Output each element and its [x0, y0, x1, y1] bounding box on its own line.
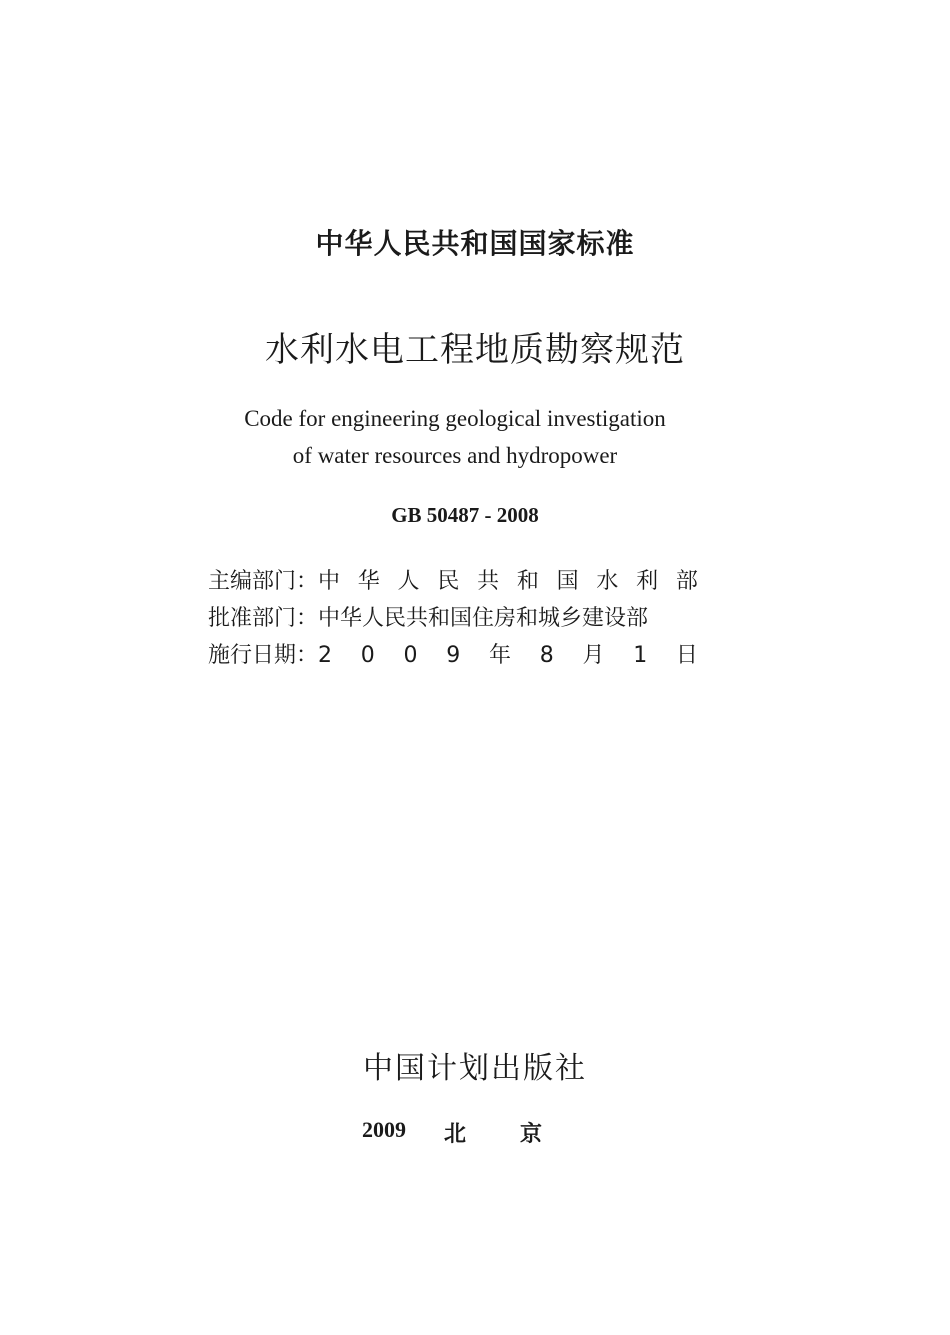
editor-char: 中 — [318, 569, 341, 594]
title-english-line-2: of water resources and hydropower — [292, 443, 618, 468]
editor-char: 水 — [596, 569, 619, 594]
effective-date-char: 8 — [539, 643, 554, 668]
standard-heading: 中华人民共和国国家标准 — [315, 227, 635, 260]
editor-char: 利 — [636, 569, 659, 594]
effective-date-label: 施行日期： — [208, 643, 319, 668]
editor-char: 民 — [437, 569, 460, 594]
approver-value: 中华人民共和国住房和城乡建设部 — [318, 606, 649, 631]
editor-label: 主编部门： — [208, 569, 319, 594]
approver-label: 批准部门： — [208, 606, 319, 631]
editor-char: 部 — [675, 569, 698, 594]
title-english — [200, 400, 710, 474]
effective-date-char: 0 — [403, 643, 418, 668]
approver-row — [208, 600, 698, 637]
effective-date-char: 0 — [360, 643, 375, 668]
publication-city-char: 京 — [519, 1122, 542, 1147]
effective-date-row — [208, 637, 698, 674]
editor-char: 共 — [477, 569, 500, 594]
effective-date-value — [318, 637, 698, 674]
publication-year: 2009 — [362, 1117, 406, 1142]
metadata-block — [208, 563, 698, 674]
effective-date-char: 日 — [675, 643, 698, 668]
title-chinese: 水利水电工程地质勘察规范 — [265, 330, 685, 370]
editor-char: 华 — [357, 569, 380, 594]
effective-date-char: 年 — [488, 643, 511, 668]
editor-char: 和 — [516, 569, 539, 594]
editor-char: 人 — [397, 569, 420, 594]
title-english-line-1: Code for engineering geological investigation — [244, 406, 666, 431]
publisher-name: 中国计划出版社 — [363, 1051, 587, 1086]
editor-row — [208, 563, 698, 600]
effective-date-char: 月 — [582, 643, 605, 668]
standard-number: GB 50487 - 2008 — [391, 503, 539, 527]
publication-city-char: 北 — [444, 1122, 467, 1147]
editor-char: 国 — [556, 569, 579, 594]
publication-city — [444, 1117, 542, 1148]
effective-date-char: 9 — [446, 643, 461, 668]
publication-line — [362, 1117, 542, 1148]
effective-date-char: 1 — [633, 643, 648, 668]
effective-date-char: 2 — [318, 643, 333, 668]
editor-value — [318, 563, 698, 600]
